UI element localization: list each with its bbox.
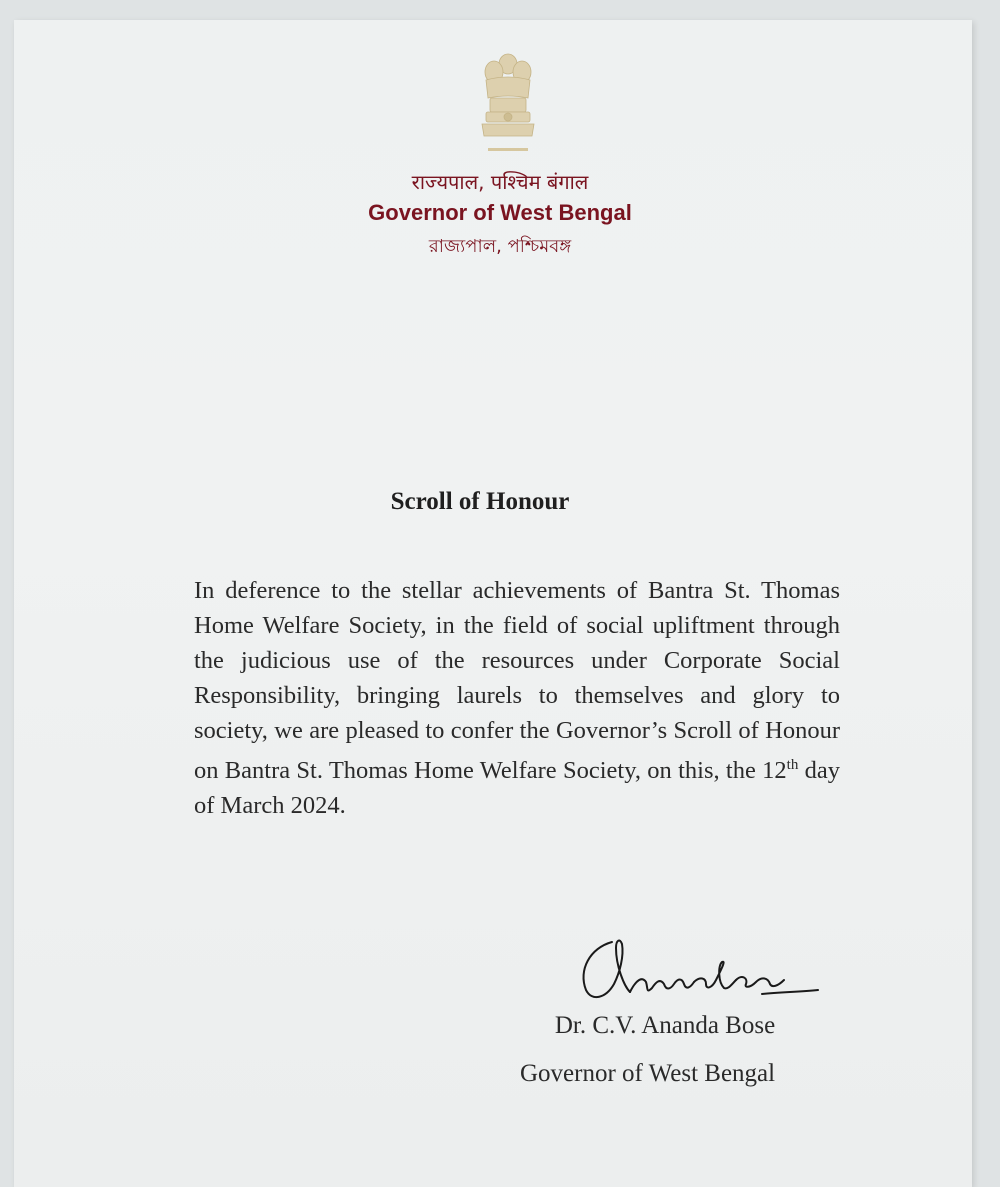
handwritten-signature-icon (572, 930, 832, 1020)
signatory-name: Dr. C.V. Ananda Bose (554, 1012, 776, 1039)
letterhead-hindi: राज्यपाल, पश्चिम बंगाल (411, 170, 589, 194)
citation-text: In deference to the stellar achievements of Bantra St. Thomas Home Welfare Society, in the field of social upliftment through the judicious use of the resources under Corporate Social Responsibility, bringing laurels to themselves and glory to society, we are pleased to confer the Governor’s Scroll of Honour on Bantra St. Thomas Home Welfare Society, on this, the 12 (194, 577, 840, 785)
letterhead-bengali: রাজ্যপাল, পশ্চিমবঙ্গ (428, 236, 572, 257)
signatory-title: Governor of West Bengal (520, 1060, 776, 1087)
citation-body (194, 573, 840, 823)
national-emblem-icon (472, 50, 544, 158)
citation-text-end: day of March 2024. (194, 757, 841, 820)
document-title: Scroll of Honour (390, 488, 570, 515)
ordinal-suffix: th (786, 757, 799, 773)
letterhead-english: Governor of West Bengal (368, 200, 632, 225)
